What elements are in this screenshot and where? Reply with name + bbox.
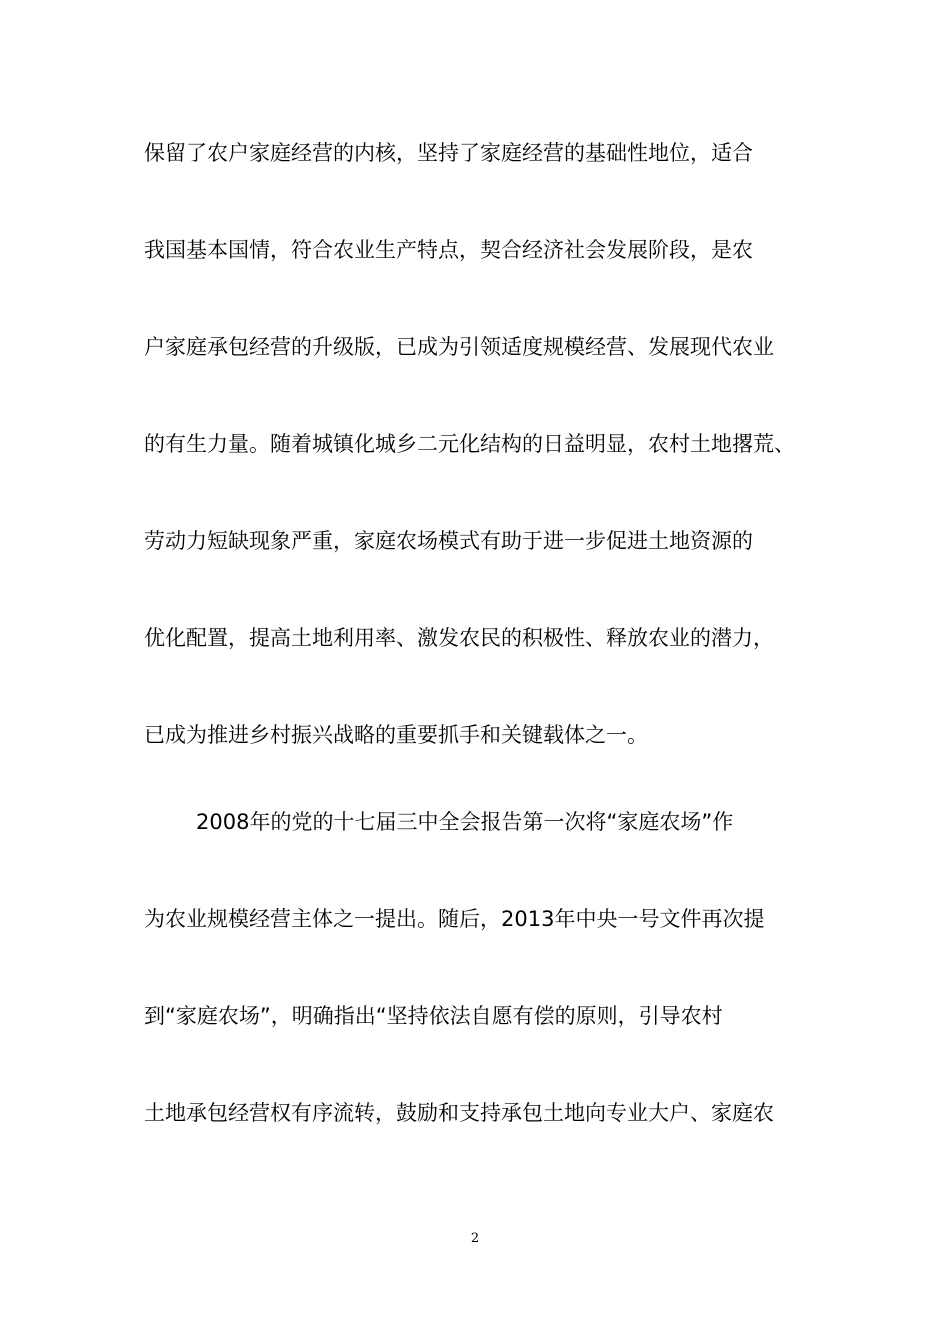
- page-number: 2: [470, 1231, 480, 1246]
- paragraph-line: 土地承包经营权有序流转，鼓励和支持承包土地向专业大户、家庭农: [144, 1101, 774, 1125]
- paragraph-line: 户家庭承包经营的升级版，已成为引领适度规模经营、发展现代农业: [144, 335, 774, 359]
- paragraph-line: 到“家庭农场”，明确指出“坚持依法自愿有偿的原则，引导农村: [144, 1004, 723, 1028]
- paragraph-line: 劳动力短缺现象严重，家庭农场模式有助于进一步促进土地资源的: [144, 529, 753, 553]
- paragraph-line: 保留了农户家庭经营的内核，坚持了家庭经营的基础性地位，适合: [144, 141, 753, 165]
- paragraph-line: 的有生力量。随着城镇化城乡二元化结构的日益明显，农村土地撂荒、: [144, 432, 795, 456]
- paragraph-line: 我国基本国情，符合农业生产特点，契合经济社会发展阶段，是农: [144, 238, 753, 262]
- paragraph-first-line: 2008年的党的十七届三中全会报告第一次将“家庭农场”作: [196, 810, 734, 834]
- paragraph-line: 优化配置，提高土地利用率、激发农民的积极性、释放农业的潜力，: [144, 626, 774, 650]
- paragraph-line: 已成为推进乡村振兴战略的重要抓手和关键载体之一。: [144, 723, 648, 747]
- paragraph-line: 为农业规模经营主体之一提出。随后，2013年中央一号文件再次提: [144, 907, 765, 931]
